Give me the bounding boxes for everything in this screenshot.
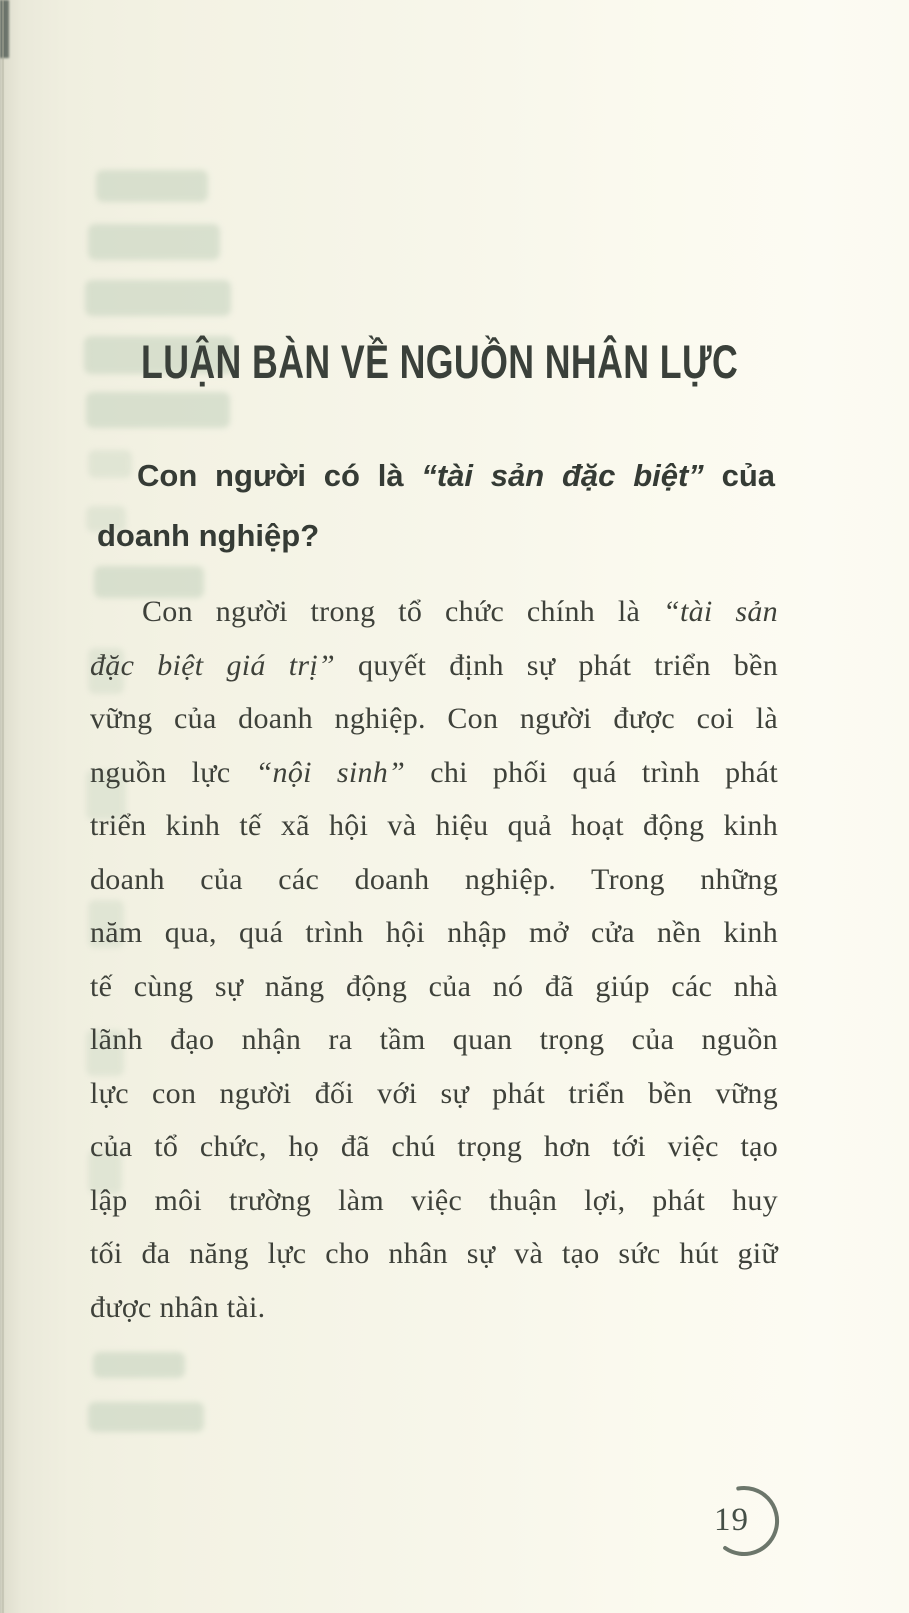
body-text-segment: vững của doanh nghiệp. Con người được coi là — [90, 702, 778, 735]
body-text-segment: nguồn lực — [90, 755, 256, 789]
body-line — [90, 1120, 778, 1174]
page-number-block — [701, 1477, 791, 1569]
subheading-line-1 — [97, 446, 775, 506]
body-line — [90, 1067, 778, 1121]
body-text-segment: quyết định sự phát triển bền — [335, 648, 779, 682]
bleedthrough-mark — [86, 392, 230, 428]
body-text-segment: năm qua, quá trình hội nhập mở cửa nền kinh — [90, 916, 778, 949]
body-text-segment: lãnh đạo nhận ra tầm quan trọng của nguồn — [90, 1023, 778, 1056]
body-line — [90, 906, 778, 960]
body-text-segment: triển kinh tế xã hội và hiệu quả hoạt động kinh — [90, 809, 778, 842]
body-text-segment: của tổ chức, họ đã chú trọng hơn tới việc tạo — [90, 1130, 778, 1163]
body-text-segment: Con người trong tổ chức chính là — [142, 595, 664, 628]
body-line — [90, 1174, 778, 1228]
body-line — [90, 799, 778, 853]
body-line — [90, 585, 778, 639]
body-text-segment: đặc biệt giá trị” — [90, 648, 335, 682]
page-gutter-line — [2, 0, 4, 1613]
body-text-segment: tế cùng sự năng động của nó đã giúp các nhà — [90, 969, 778, 1003]
body-line — [90, 853, 778, 907]
body-line — [90, 960, 778, 1014]
body-line — [90, 1013, 778, 1067]
body-paragraph — [90, 585, 778, 1334]
body-text-segment: tối đa năng lực cho nhân sự và tạo sức hút giữ — [90, 1237, 778, 1270]
body-text-segment: “tài sản — [663, 595, 778, 628]
body-text-segment: doanh của các doanh nghiệp. Trong những — [90, 862, 778, 896]
body-line — [90, 639, 778, 693]
page-number: 19 — [714, 1502, 749, 1538]
section-subheading — [97, 446, 775, 566]
bleedthrough-mark — [93, 1352, 185, 1378]
bleedthrough-mark — [96, 170, 208, 202]
body-text-segment: lập môi trường làm việc thuận lợi, phát huy — [90, 1183, 778, 1217]
body-text-segment: lực con người đối với sự phát triển bền vững — [90, 1076, 778, 1110]
body-line — [90, 1281, 778, 1335]
body-text-segment: được nhân tài. — [90, 1290, 266, 1324]
body-line — [90, 746, 778, 800]
subheading-text: Con người có là — [137, 458, 422, 493]
body-text-segment: chi phối quá trình phát — [405, 755, 778, 789]
bleedthrough-mark — [88, 224, 220, 260]
body-line — [90, 692, 778, 746]
bleedthrough-mark — [85, 280, 231, 316]
subheading-italic-text: “tài sản đặc biệt” — [421, 458, 704, 493]
body-line — [90, 1227, 778, 1281]
chapter-heading: LUẬN BÀN VỀ NGUỒN NHÂN LỰC — [141, 335, 739, 388]
body-text-segment: “nội sinh” — [255, 755, 406, 789]
subheading-line-2: doanh nghiệp? — [97, 518, 320, 553]
subheading-text: của — [703, 458, 776, 493]
bleedthrough-mark — [88, 1402, 204, 1432]
